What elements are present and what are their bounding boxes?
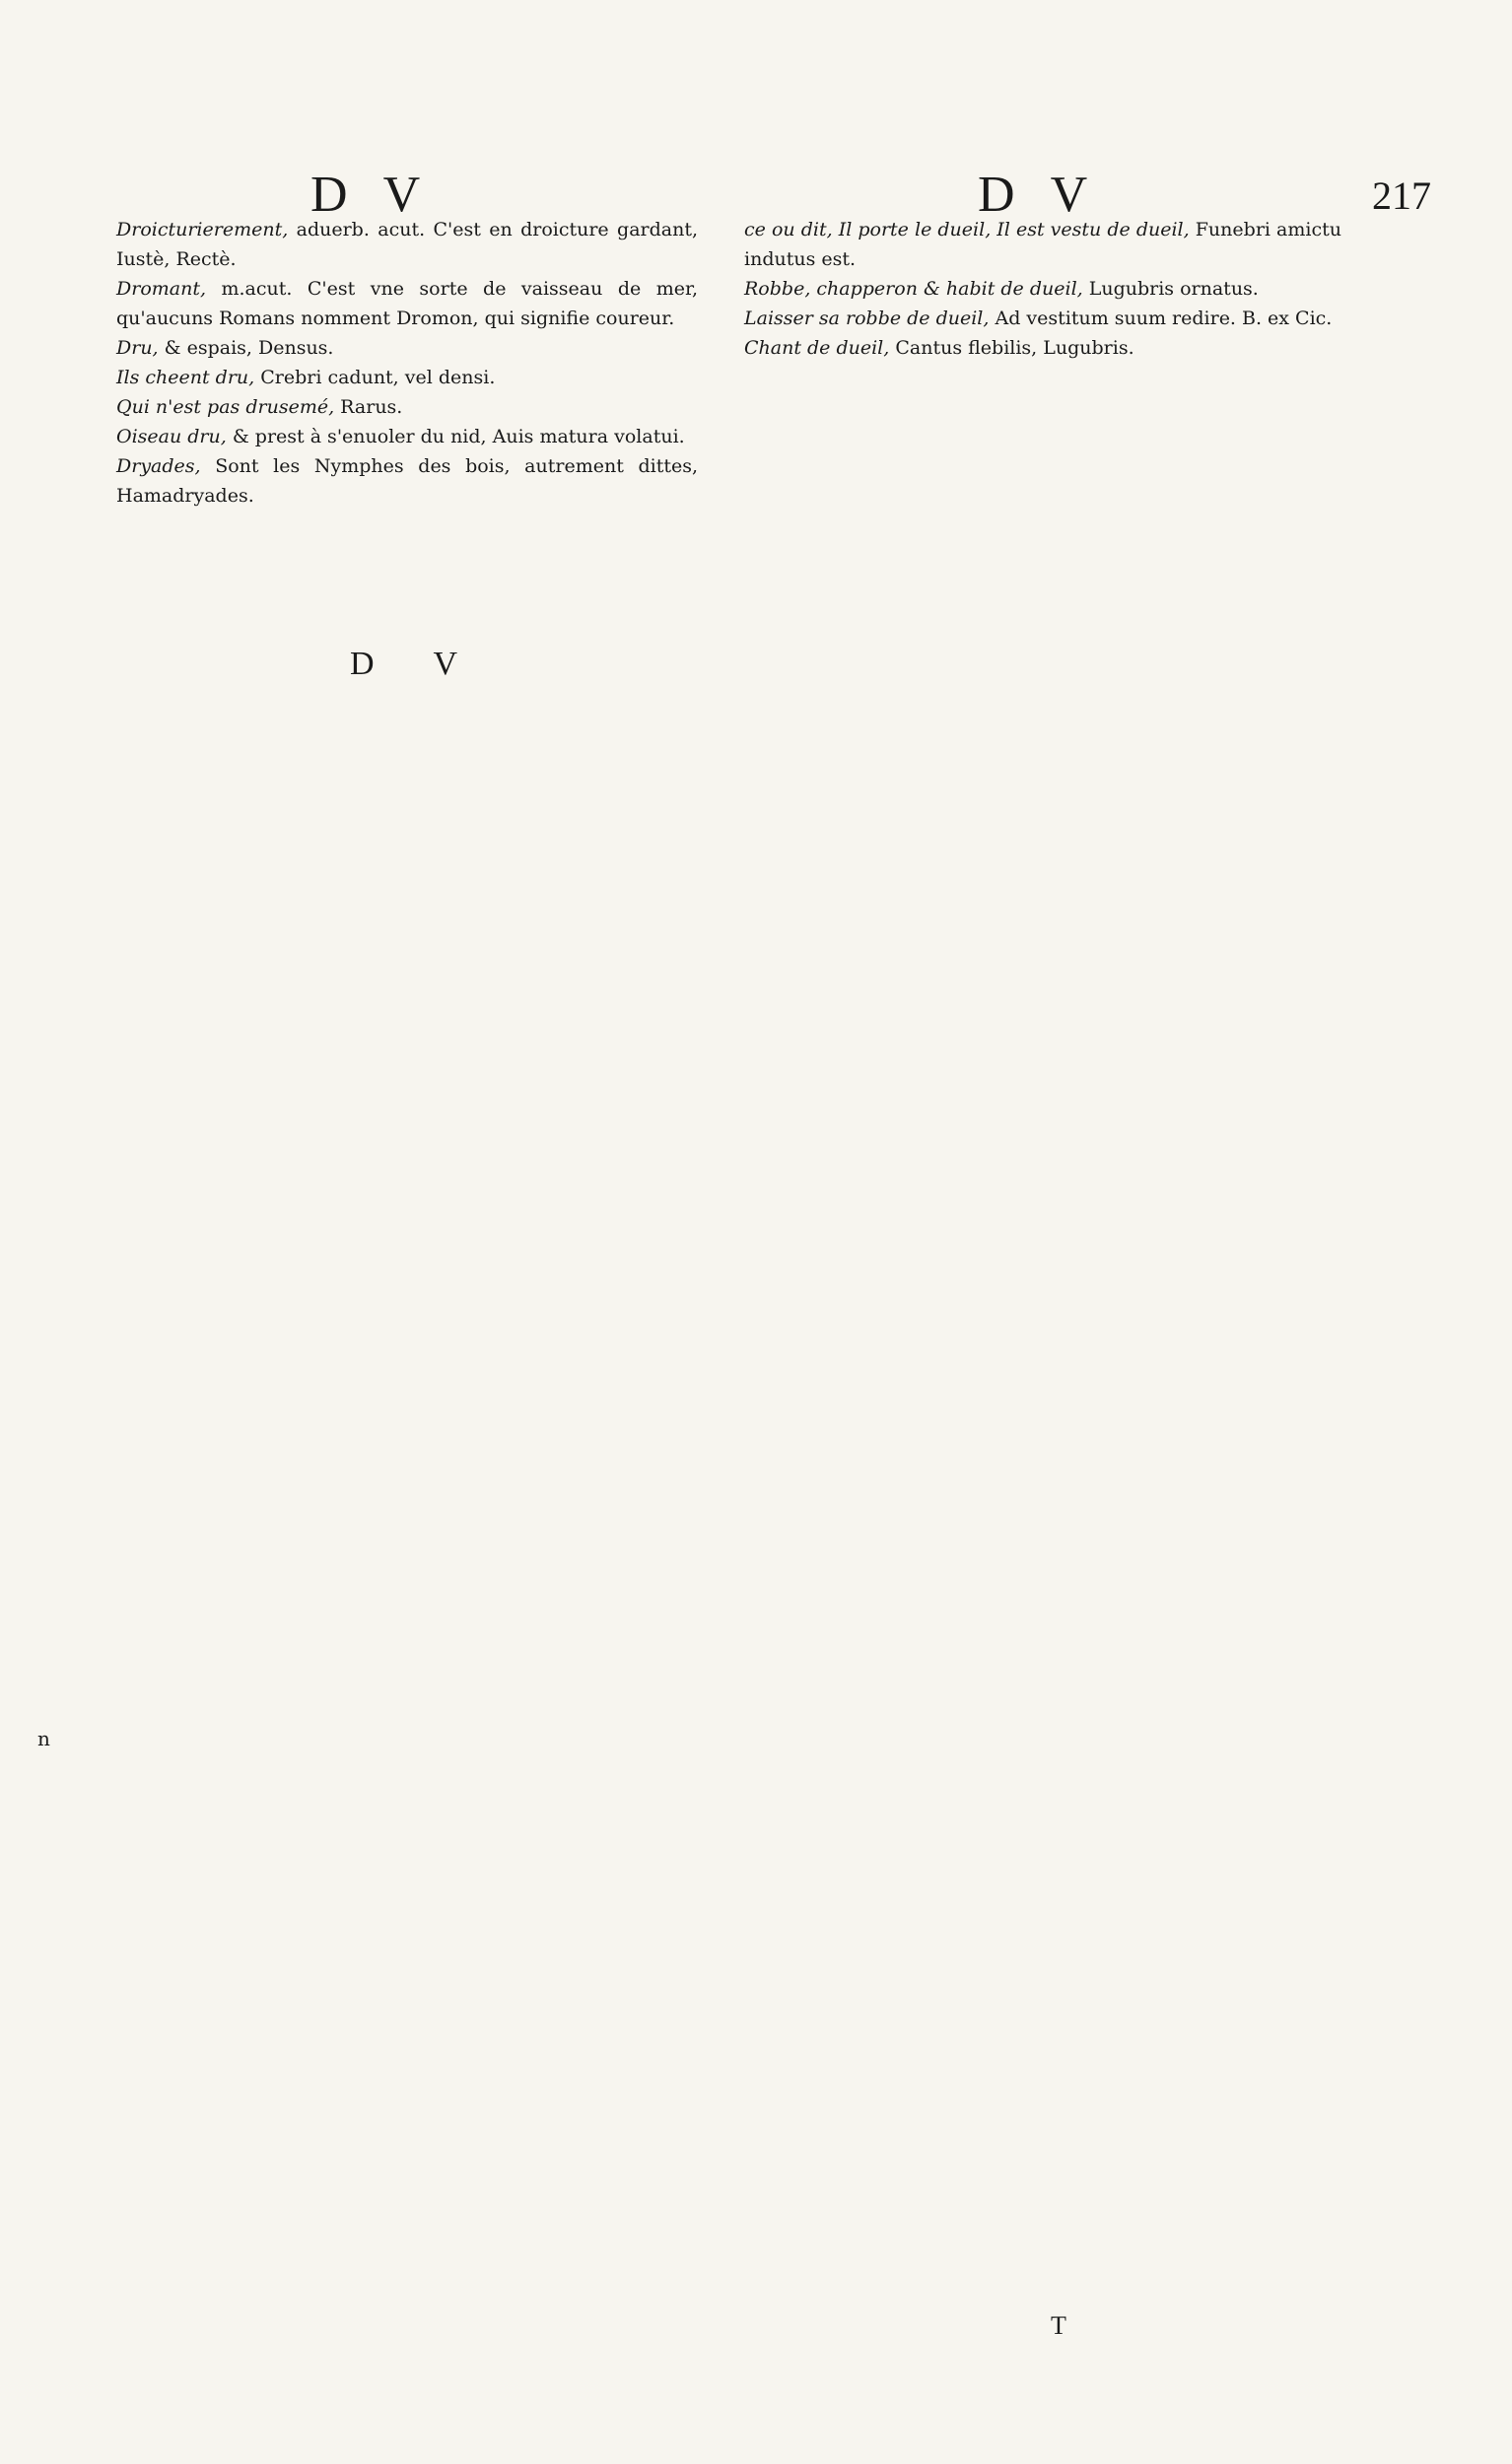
- entry-headword: Dryades,: [116, 455, 201, 477]
- dictionary-entry: [116, 333, 698, 363]
- right-column: [744, 215, 1341, 363]
- dictionary-entry: [116, 451, 698, 511]
- entry-definition: & espais, Densus.: [164, 337, 334, 359]
- entry-definition: Cantus flebilis, Lugubris.: [895, 337, 1134, 359]
- entry-headword: Droicturierement,: [116, 219, 289, 240]
- section-head: D V: [350, 646, 483, 682]
- entry-headword: Chant de dueil,: [744, 337, 890, 359]
- entry-headword: Qui n'est pas drusemé,: [116, 396, 335, 418]
- entry-definition: aduerb. acut. C'est en droicture gardant, Iustè, Rectè.: [116, 219, 699, 270]
- entry-definition: Rarus.: [340, 396, 403, 418]
- entry-definition: Ad vestitum suum redire. B. ex Cic.: [995, 308, 1333, 329]
- running-head-right: D V: [978, 167, 1100, 223]
- entry-definition: Lugubris ornatus.: [1088, 278, 1259, 300]
- running-head-left: D V: [310, 167, 433, 223]
- entry-definition: m.acut. C'est vne sorte de vaisseau de mer, qu'aucuns Romans nomment Dromon, qui signifie coureur.: [116, 278, 698, 329]
- dictionary-entry: [116, 274, 698, 333]
- dictionary-entry: [116, 215, 698, 274]
- margin-mark: n: [37, 1727, 50, 1750]
- signature-mark: T: [1051, 2311, 1066, 2340]
- entry-headword: Dru,: [116, 337, 159, 359]
- entry-headword: Robbe, chapperon & habit de dueil,: [744, 278, 1083, 300]
- entry-definition: Crebri cadunt, vel densi.: [260, 367, 496, 388]
- entry-definition: Sont les Nymphes des bois, autrement dittes, Hamadryades.: [116, 455, 699, 507]
- dictionary-entry: [744, 304, 1341, 333]
- entry-headword: ce ou dit, Il porte le dueil, Il est vestu de dueil,: [744, 219, 1190, 240]
- dictionary-entry: [116, 422, 698, 451]
- entry-headword: Ils cheent dru,: [116, 367, 255, 388]
- dictionary-entry: [116, 392, 698, 422]
- entry-definition: Funebri amictu indutus est.: [744, 219, 1341, 270]
- page-number: 217: [1372, 173, 1431, 218]
- dictionary-entry: [744, 333, 1341, 363]
- left-column: [116, 215, 698, 511]
- dictionary-entry: [116, 363, 698, 392]
- dictionary-entry: [744, 215, 1341, 274]
- entry-headword: Laisser sa robbe de dueil,: [744, 308, 990, 329]
- entry-definition: & prest à s'enuoler du nid, Auis matura volatui.: [232, 426, 685, 447]
- entry-headword: Dromant,: [116, 278, 207, 300]
- entry-headword: Oiseau dru,: [116, 426, 227, 447]
- dictionary-entry: [744, 274, 1341, 304]
